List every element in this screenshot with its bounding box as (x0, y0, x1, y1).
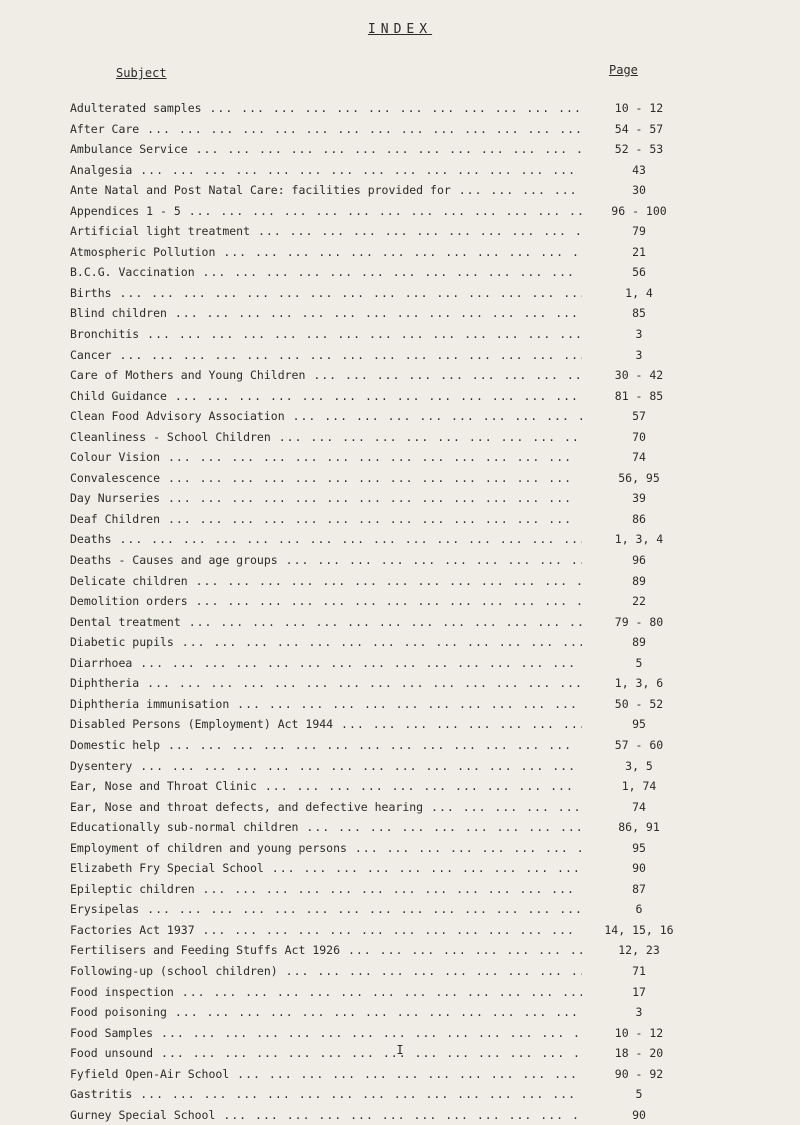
entry-subject: Appendices 1 - 5 ... . (70, 201, 582, 221)
entry-subject: Elizabeth Fry Special School ... . (70, 858, 582, 878)
index-entry (0, 1064, 800, 1085)
entry-subject: Diphtheria ... . (70, 673, 582, 693)
index-entry (0, 365, 800, 386)
entry-subject: Disabled Persons (Employment) Act 1944 ... . (70, 714, 582, 734)
entry-subject: Care of Mothers and Young Children ... . (70, 365, 582, 385)
index-entry (0, 1023, 800, 1044)
index-entry (0, 221, 800, 242)
entry-subject: Births ... . (70, 283, 582, 303)
index-entry (0, 406, 800, 427)
index-entry (0, 529, 800, 550)
index-entry (0, 961, 800, 982)
page-title: INDEX (367, 22, 433, 37)
index-entry (0, 427, 800, 448)
entry-page: 96 - 100 (590, 201, 684, 221)
index-entry (0, 591, 800, 612)
index-entries (0, 98, 800, 1125)
index-entry (0, 1105, 800, 1125)
entry-subject: Artificial light treatment ... . (70, 221, 582, 241)
entry-subject: Dental treatment ... . (70, 612, 582, 632)
index-entry (0, 756, 800, 777)
entry-subject: Food Samples ... . (70, 1023, 582, 1043)
index-entry (0, 160, 800, 181)
entry-page: 3 (590, 1002, 684, 1022)
entry-subject: Bronchitis ... . (70, 324, 582, 344)
entry-page: 22 (590, 591, 684, 611)
entry-subject: Deaf Children ... . (70, 509, 582, 529)
index-entry (0, 180, 800, 201)
entry-page: 90 (590, 1105, 684, 1125)
entry-subject: Employment of children and young persons ... . (70, 838, 582, 858)
subject-column-header: Subject (116, 66, 167, 80)
entry-page: 18 - 20 (590, 1043, 684, 1063)
entry-page: 86 (590, 509, 684, 529)
index-entry (0, 899, 800, 920)
entry-page: 39 (590, 488, 684, 508)
entry-page: 81 - 85 (590, 386, 684, 406)
index-entry (0, 242, 800, 263)
entry-page: 74 (590, 797, 684, 817)
entry-page: 79 (590, 221, 684, 241)
entry-page: 85 (590, 303, 684, 323)
page-column-header: Page (609, 63, 638, 77)
entry-page: 3 (590, 324, 684, 344)
entry-subject: Dysentery ... . (70, 756, 582, 776)
entry-subject: Clean Food Advisory Association ... . (70, 406, 582, 426)
entry-subject: Delicate children ... . (70, 571, 582, 591)
entry-page: 90 - 92 (590, 1064, 684, 1084)
index-entry (0, 879, 800, 900)
entry-page: 10 - 12 (590, 1023, 684, 1043)
entry-page: 56, 95 (590, 468, 684, 488)
index-entry (0, 303, 800, 324)
index-entry (0, 447, 800, 468)
index-entry (0, 632, 800, 653)
entry-subject: Diphtheria immunisation ... . (70, 694, 582, 714)
index-entry (0, 119, 800, 140)
entry-subject: Domestic help ... . (70, 735, 582, 755)
entry-page: 89 (590, 571, 684, 591)
index-entry (0, 858, 800, 879)
entry-page: 89 (590, 632, 684, 652)
entry-subject: Food unsound ... . (70, 1043, 582, 1063)
index-entry (0, 98, 800, 119)
entry-page: 17 (590, 982, 684, 1002)
entry-subject: Educationally sub-normal children ... . (70, 817, 582, 837)
entry-page: 96 (590, 550, 684, 570)
entry-subject: Cancer ... . (70, 345, 582, 365)
entry-page: 43 (590, 160, 684, 180)
entry-page: 70 (590, 427, 684, 447)
index-entry (0, 488, 800, 509)
entry-subject: After Care ... . (70, 119, 582, 139)
entry-subject: Child Guidance ... . (70, 386, 582, 406)
index-entry (0, 982, 800, 1003)
index-entry (0, 1002, 800, 1023)
entry-page: 10 - 12 (590, 98, 684, 118)
entry-page: 1, 74 (590, 776, 684, 796)
index-entry (0, 838, 800, 859)
entry-subject: Diabetic pupils ... . (70, 632, 582, 652)
entry-subject: Adulterated samples ... . (70, 98, 582, 118)
index-entry (0, 920, 800, 941)
entry-subject: Diarrhoea ... . (70, 653, 582, 673)
entry-page: 86, 91 (590, 817, 684, 837)
index-entry (0, 694, 800, 715)
entry-subject: Epileptic children ... . (70, 879, 582, 899)
entry-subject: Gurney Special School ... . (70, 1105, 582, 1125)
entry-page: 5 (590, 1084, 684, 1104)
entry-subject: Fertilisers and Feeding Stuffs Act 1926 ... . (70, 940, 582, 960)
entry-subject: Ear, Nose and Throat Clinic ... . (70, 776, 582, 796)
index-entry (0, 673, 800, 694)
index-entry (0, 940, 800, 961)
entry-page: 12, 23 (590, 940, 684, 960)
entry-page: 90 (590, 858, 684, 878)
entry-page: 1, 3, 6 (590, 673, 684, 693)
entry-subject: Erysipelas ... . (70, 899, 582, 919)
entry-subject: Ante Natal and Post Natal Care: facilities provided for ... . (70, 180, 582, 200)
entry-page: 30 (590, 180, 684, 200)
index-entry (0, 817, 800, 838)
entry-subject: Demolition orders ... . (70, 591, 582, 611)
entry-page: 3 (590, 345, 684, 365)
index-entry (0, 797, 800, 818)
entry-subject: Food poisoning ... . (70, 1002, 582, 1022)
index-entry (0, 550, 800, 571)
entry-subject: Convalescence ... . (70, 468, 582, 488)
entry-page: 54 - 57 (590, 119, 684, 139)
entry-subject: Food inspection ... . (70, 982, 582, 1002)
entry-subject: Blind children ... . (70, 303, 582, 323)
entry-page: 21 (590, 242, 684, 262)
entry-page: 1, 3, 4 (590, 529, 684, 549)
entry-page: 79 - 80 (590, 612, 684, 632)
entry-page: 57 - 60 (590, 735, 684, 755)
entry-page: 3, 5 (590, 756, 684, 776)
entry-subject: Colour Vision ... . (70, 447, 582, 467)
entry-page: 5 (590, 653, 684, 673)
index-entry (0, 571, 800, 592)
entry-page: 6 (590, 899, 684, 919)
index-entry (0, 509, 800, 530)
index-entry (0, 776, 800, 797)
index-entry (0, 653, 800, 674)
index-entry (0, 714, 800, 735)
entry-subject: Fyfield Open-Air School ... . (70, 1064, 582, 1084)
entry-page: 74 (590, 447, 684, 467)
index-entry (0, 735, 800, 756)
index-entry (0, 468, 800, 489)
entry-page: 95 (590, 714, 684, 734)
entry-subject: Gastritis ... . (70, 1084, 582, 1104)
entry-subject: Following-up (school children) ... . (70, 961, 582, 981)
entry-subject: Atmospheric Pollution ... . (70, 242, 582, 262)
entry-page: 87 (590, 879, 684, 899)
entry-page: 14, 15, 16 (590, 920, 684, 940)
index-entry (0, 1084, 800, 1105)
entry-page: 57 (590, 406, 684, 426)
index-entry (0, 262, 800, 283)
index-entry (0, 612, 800, 633)
page-number: I (396, 1043, 404, 1057)
entry-subject: Cleanliness - School Children ... . (70, 427, 582, 447)
entry-subject: Deaths - Causes and age groups ... . (70, 550, 582, 570)
entry-page: 30 - 42 (590, 365, 684, 385)
index-entry (0, 345, 800, 366)
entry-subject: Day Nurseries ... . (70, 488, 582, 508)
index-entry (0, 386, 800, 407)
index-entry (0, 201, 800, 222)
entry-subject: Analgesia ... . (70, 160, 582, 180)
entry-subject: B.C.G. Vaccination ... . (70, 262, 582, 282)
entry-page: 50 - 52 (590, 694, 684, 714)
index-entry (0, 324, 800, 345)
entry-page: 95 (590, 838, 684, 858)
index-entry (0, 283, 800, 304)
entry-subject: Ear, Nose and throat defects, and defective hearing ... . (70, 797, 582, 817)
entry-subject: Deaths ... . (70, 529, 582, 549)
entry-page: 1, 4 (590, 283, 684, 303)
entry-subject: Factories Act 1937 ... . (70, 920, 582, 940)
entry-page: 56 (590, 262, 684, 282)
entry-page: 52 - 53 (590, 139, 684, 159)
entry-page: 71 (590, 961, 684, 981)
entry-subject: Ambulance Service ... . (70, 139, 582, 159)
index-entry (0, 139, 800, 160)
